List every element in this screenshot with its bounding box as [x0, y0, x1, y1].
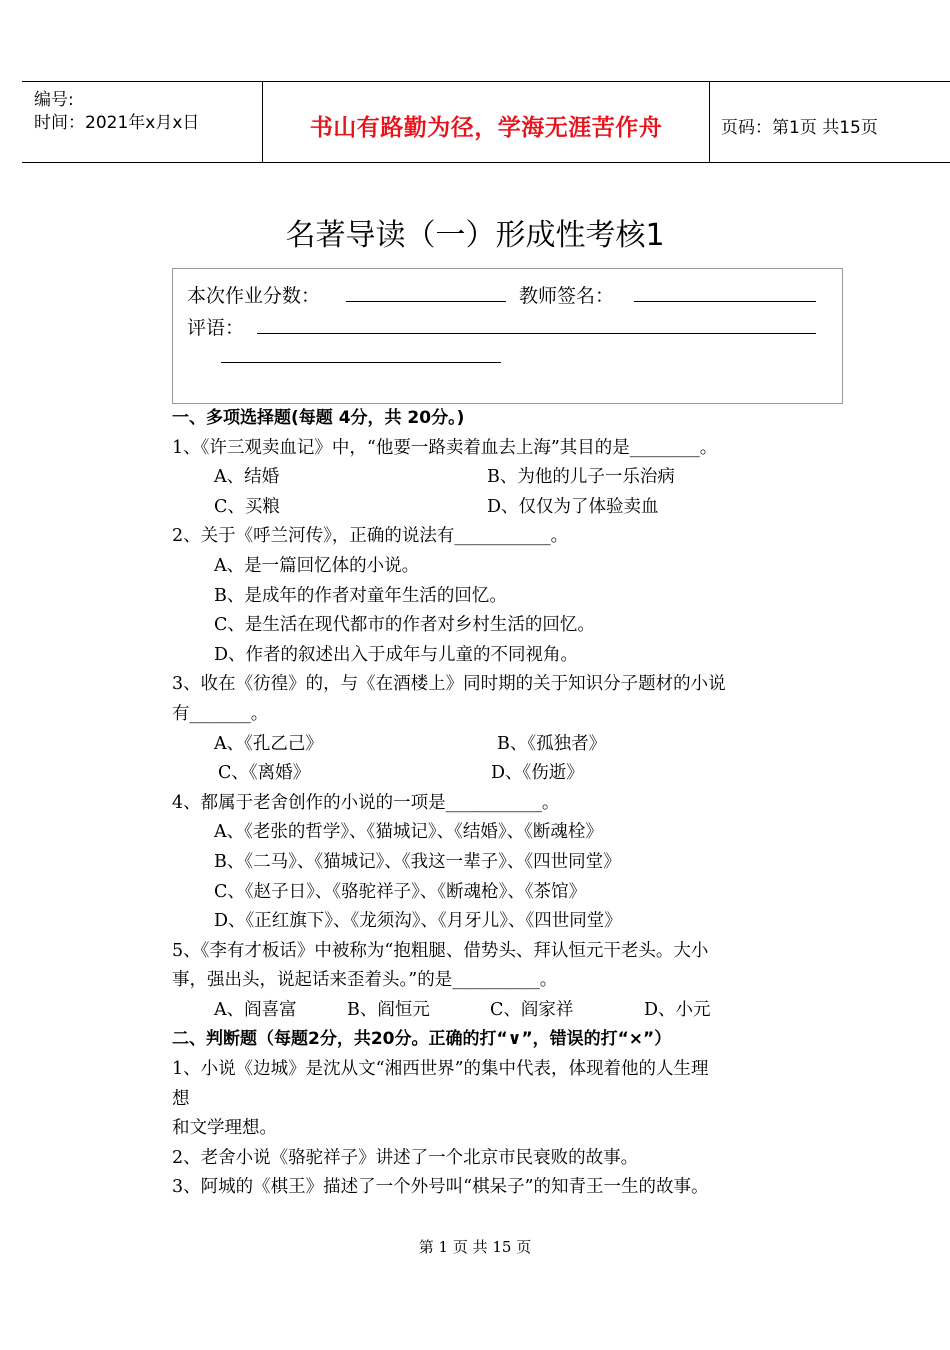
q2-option-d: D、作者的叙述出入于成年与儿童的不同视角。: [214, 644, 579, 665]
q4-option-c: C、《赵子日》、《骆驼祥子》、《断魂枪》、《茶馆》: [214, 881, 587, 902]
q3-text-line1: 3、收在《彷徨》的，与《在酒楼上》同时期的关于知识分子题材的小说: [172, 674, 726, 695]
q3-text-line2: 有_______。: [172, 703, 269, 724]
q2-text: 2、关于《呼兰河传》，正确的说法有___________。: [172, 526, 569, 547]
q5-text-line2: 事，强出头，说起话来歪着头。”的是__________。: [172, 970, 558, 991]
q5-option-c: C、阎家祥: [490, 999, 574, 1020]
section1-heading: 一、多项选择题(每题 4分，共 20分。): [172, 408, 465, 428]
page-title: 名著导读（一）形成性考核1: [285, 218, 665, 253]
tf-q1-line1: 1、小说《边城》是沈从文“湘西世界”的集中代表，体现着他的人生理: [172, 1059, 709, 1080]
section2-heading: 二、判断题（每题2分，共20分。正确的打“∨”，错误的打“×”）: [172, 1029, 672, 1050]
q1-option-c: C、买粮: [214, 496, 280, 517]
comment-blank-2[interactable]: [221, 362, 501, 363]
tf-q2: 2、老舍小说《骆驼祥子》讲述了一个北京市民衰败的故事。: [172, 1147, 639, 1168]
time-label: 时间：2021年x月x日: [34, 113, 200, 133]
page-info: 页码：第1页 共15页: [721, 118, 878, 138]
tf-q3: 3、阿城的《棋王》描述了一个外号叫“棋呆子”的知青王一生的故事。: [172, 1177, 709, 1198]
q1-options-row2: [172, 493, 822, 523]
q5-options-row: [172, 996, 822, 1026]
q4-option-b: B、《二马》、《猫城记》、《我这一辈子》、《四世同堂》: [214, 851, 621, 872]
q3-option-d: D、《伤逝》: [491, 763, 584, 784]
header-motto-cell: [262, 82, 710, 162]
q4-option-d: D、《正红旗下》、《龙须沟》、《月牙儿》、《四世同堂》: [214, 911, 622, 932]
score-box: [172, 268, 843, 404]
q3-options-row1: [172, 730, 822, 760]
q1-options-row1: [172, 463, 822, 493]
score-blank[interactable]: [346, 301, 506, 302]
q1-option-b: B、为他的儿子一乐治病: [487, 467, 675, 488]
teacher-signature-blank[interactable]: [634, 301, 816, 302]
q3-option-c: C、《离婚》: [218, 763, 311, 784]
teacher-label: 教师签名：: [519, 285, 615, 307]
q1-text: 1、《许三观卖血记》中，“他要一路卖着血去上海”其目的是________。: [172, 437, 718, 458]
q5-option-b: B、阎恒元: [347, 999, 430, 1020]
q2-option-c: C、是生活在现代都市的作者对乡村生活的回忆。: [214, 615, 595, 636]
q3-option-a: A、《孔乙己》: [214, 733, 323, 754]
exam-content: [172, 404, 822, 1203]
q3-options-row2: [172, 759, 822, 789]
q1-option-a: A、结婚: [214, 467, 280, 488]
q2-option-b: B、是成年的作者对童年生活的回忆。: [214, 585, 507, 606]
header-meta-cell: [22, 82, 262, 162]
q5-option-d: D、小元: [644, 999, 711, 1020]
page-header: [22, 81, 950, 163]
tf-q1-line2: 想: [172, 1088, 190, 1109]
q4-text: 4、都属于老舍创作的小说的一项是___________。: [172, 792, 560, 813]
page-footer: 第 1 页 共 15 页: [418, 1238, 532, 1256]
motto: 书山有路勤为径，学海无涯苦作舟: [309, 115, 663, 141]
q5-option-a: A、阎喜富: [214, 999, 297, 1020]
comment-label: 评语：: [187, 317, 245, 339]
score-label: 本次作业分数：: [187, 285, 321, 307]
q2-option-a: A、是一篇回忆体的小说。: [214, 555, 420, 576]
q4-option-a: A、《老张的哲学》、《猫城记》、《结婚》、《断魂栓》: [214, 822, 603, 843]
comment-blank-1[interactable]: [257, 333, 816, 334]
number-label: 编号:: [34, 90, 74, 110]
q1-option-d: D、仅仅为了体验卖血: [487, 496, 659, 517]
tf-q1-line3: 和文学理想。: [172, 1118, 277, 1139]
header-page-cell: [709, 82, 950, 162]
q3-option-b: B、《孤独者》: [497, 733, 607, 754]
q5-text-line1: 5、《李有才板话》中被称为“抱粗腿、借势头、拜认恒元干老头。大小: [172, 940, 709, 961]
